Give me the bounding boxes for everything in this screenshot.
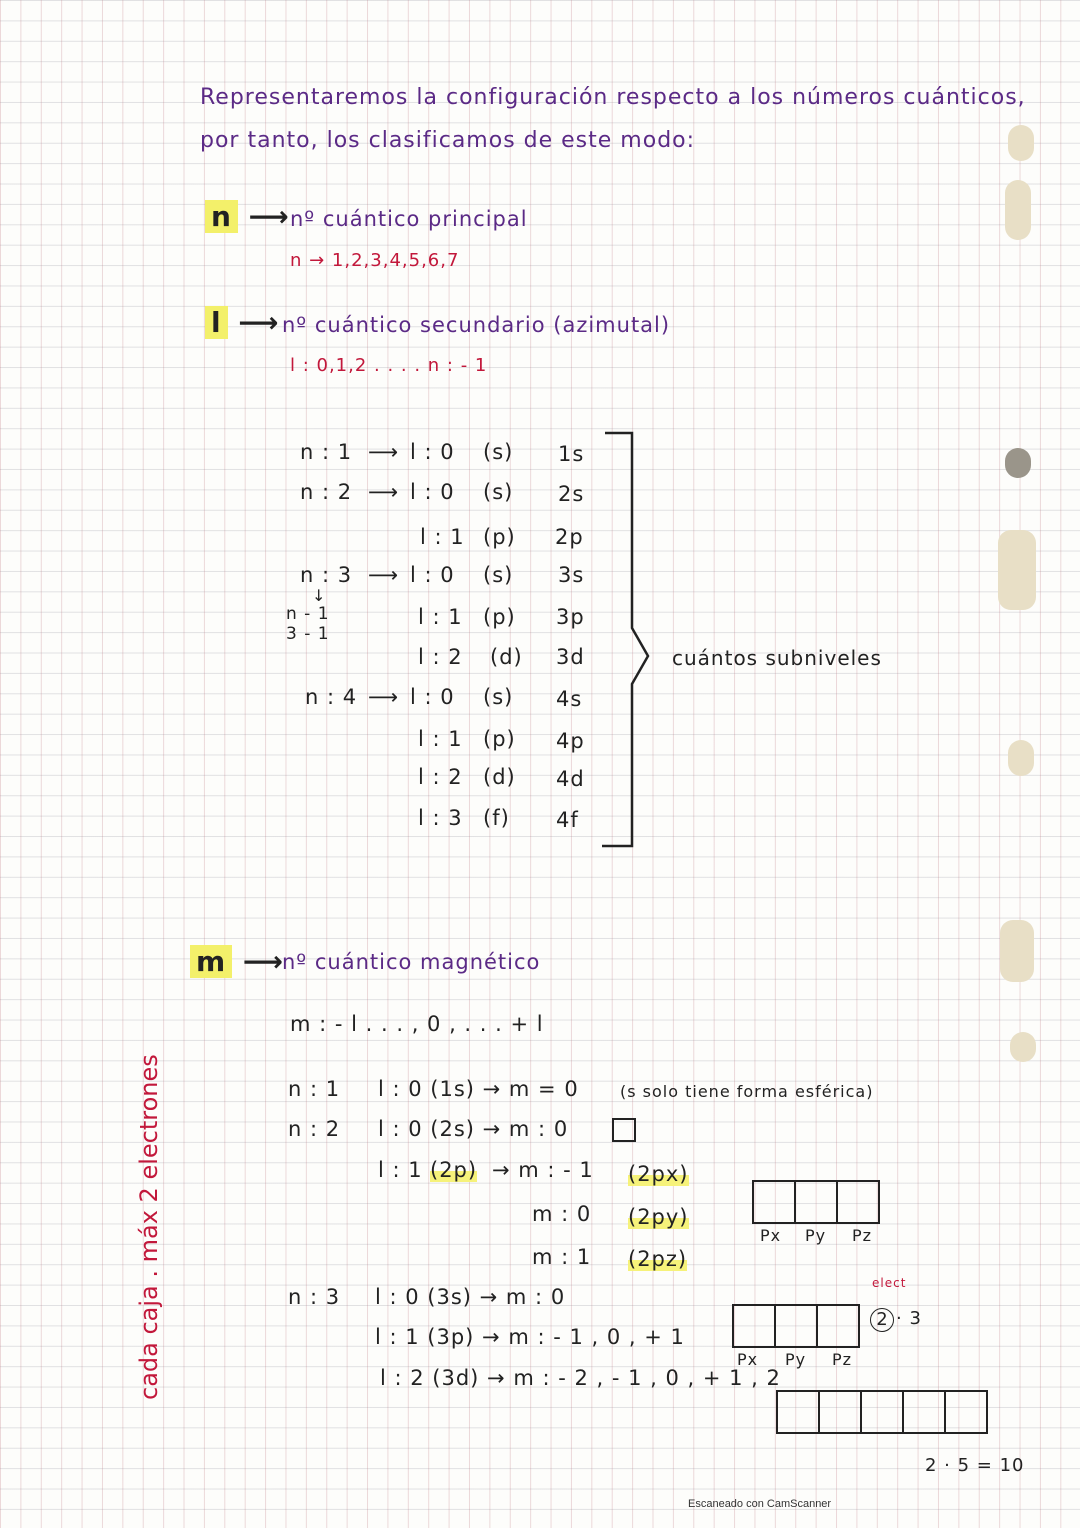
row-n: n : 1	[300, 440, 353, 464]
pz-label: Pz	[852, 1226, 873, 1245]
n2-label: n : 2	[288, 1117, 341, 1141]
note-3-minus-1: 3 - 1	[286, 624, 330, 644]
pz-label: Pz	[832, 1350, 853, 1369]
px-label: Px	[737, 1350, 759, 1369]
row-label: 3p	[556, 605, 585, 629]
n-title: nº cuántico principal	[290, 207, 528, 231]
arrow: ⟶	[368, 685, 400, 709]
binder-hole	[998, 530, 1036, 610]
orbital-box	[818, 1306, 858, 1346]
row-type: (f)	[483, 806, 510, 830]
scanner-watermark: Escaneado con CamScanner	[688, 1498, 832, 1510]
row-label: 1s	[558, 442, 585, 466]
arrow: ⟶	[368, 440, 400, 464]
orbital-box	[734, 1306, 776, 1346]
n2-m1: m : 1	[532, 1245, 592, 1269]
m-title: nº cuántico magnético	[282, 950, 541, 974]
arrow: ⟶	[368, 563, 400, 587]
small-red-note: elect	[872, 1276, 907, 1290]
row-l: l : 0	[410, 563, 455, 587]
binder-hole	[1005, 180, 1031, 240]
row-label: 4f	[556, 808, 579, 832]
l-values: l : 0,1,2 . . . . n : - 1	[290, 355, 488, 376]
row-label: 3s	[558, 563, 585, 587]
binder-hole	[1005, 448, 1031, 478]
row-l: l : 0	[410, 685, 455, 709]
row-label: 4p	[556, 729, 585, 753]
circled-number: 2	[870, 1308, 894, 1332]
row-n: n : 3	[300, 563, 353, 587]
orbital-box	[776, 1306, 818, 1346]
curly-brace-icon	[600, 428, 660, 858]
row-type: (s)	[483, 440, 514, 464]
row-l: l : 3	[418, 806, 463, 830]
n2-m0: m : 0	[532, 1202, 592, 1226]
row-type: (p)	[483, 727, 516, 751]
row-type: (s)	[483, 563, 514, 587]
l-title: nº cuántico secundario (azimutal)	[282, 313, 671, 337]
n1-label: n : 1	[288, 1077, 341, 1101]
n2-l1-label: l : 1	[378, 1158, 423, 1182]
intro-line-1: Representaremos la configuración respecto a los números cuánticos,	[200, 85, 1026, 110]
n1-note: (s solo tiene forma esférica)	[620, 1082, 874, 1101]
down-arrow: ↓	[312, 586, 327, 605]
m-symbol: m ⟶	[190, 945, 284, 978]
p-orbital-boxes	[752, 1180, 880, 1224]
binder-hole	[1010, 1032, 1036, 1062]
n3-l1-line: l : 1 (3p) → m : - 1 , 0 , + 1	[375, 1325, 685, 1349]
orbital-box	[820, 1392, 862, 1432]
orbital-box	[838, 1182, 878, 1222]
row-label: 2p	[555, 525, 584, 549]
brace-label: cuántos subniveles	[672, 646, 882, 670]
row-l: l : 0	[410, 440, 455, 464]
row-type: (p)	[483, 525, 516, 549]
orbital-box	[862, 1392, 904, 1432]
orbital-box	[612, 1118, 636, 1142]
row-label: 4s	[556, 687, 583, 711]
arrow: ⟶	[368, 480, 400, 504]
n-values: n → 1,2,3,4,5,6,7	[290, 250, 460, 271]
orbital-box	[754, 1182, 796, 1222]
n2-l0-line: l : 0 (2s) → m : 0	[378, 1117, 569, 1141]
n1-line: l : 0 (1s) → m = 0	[378, 1077, 579, 1101]
orbital-box	[904, 1392, 946, 1432]
binder-hole	[1008, 125, 1034, 161]
note-n-minus-1: n - 1	[286, 604, 330, 624]
row-l: l : 1	[420, 525, 465, 549]
bottom-calc: 2 · 5 = 10	[925, 1455, 1025, 1476]
times-three: · 3	[896, 1308, 922, 1329]
orbital-box	[778, 1392, 820, 1432]
row-l: l : 0	[410, 480, 455, 504]
row-type: (p)	[483, 605, 516, 629]
row-l: l : 1	[418, 727, 463, 751]
row-type: (s)	[483, 480, 514, 504]
row-l: l : 2	[418, 645, 463, 669]
m-range: m : - l . . . , 0 , . . . + l	[290, 1012, 544, 1036]
orbital-2pz: (2pz)	[628, 1247, 688, 1271]
n3-l2-line: l : 2 (3d) → m : - 2 , - 1 , 0 , + 1 , 2	[380, 1366, 781, 1390]
d-orbital-boxes	[776, 1390, 988, 1434]
py-label: Py	[785, 1350, 807, 1369]
row-label: 2s	[558, 482, 585, 506]
py-label: Py	[805, 1226, 827, 1245]
row-label: 4d	[556, 767, 585, 791]
n-symbol: n ⟶	[205, 200, 290, 233]
px-label: Px	[760, 1226, 782, 1245]
l-symbol: l ⟶	[205, 306, 280, 339]
orbital-box	[946, 1392, 986, 1432]
row-type: (s)	[483, 685, 514, 709]
row-n: n : 2	[300, 480, 353, 504]
row-label: 3d	[556, 645, 585, 669]
row-type: (d)	[483, 765, 516, 789]
orbital-2py: (2py)	[628, 1205, 689, 1229]
binder-hole	[1000, 920, 1034, 982]
row-l: l : 2	[418, 765, 463, 789]
n2-l1-m: → m : - 1	[492, 1158, 594, 1182]
side-note: cada caja . máx 2 electrones	[135, 1054, 163, 1400]
n2-l1-2p: (2p)	[430, 1158, 478, 1182]
row-n: n : 4	[305, 685, 358, 709]
n3-label: n : 3	[288, 1285, 341, 1309]
orbital-box	[796, 1182, 838, 1222]
orbital-2px: (2px)	[628, 1162, 689, 1186]
n3-l0-line: l : 0 (3s) → m : 0	[375, 1285, 566, 1309]
row-type: (d)	[490, 645, 523, 669]
binder-hole	[1008, 740, 1034, 776]
p-orbital-boxes-3p	[732, 1304, 860, 1348]
row-l: l : 1	[418, 605, 463, 629]
intro-line-2: por tanto, los clasificamos de este modo:	[200, 128, 696, 153]
